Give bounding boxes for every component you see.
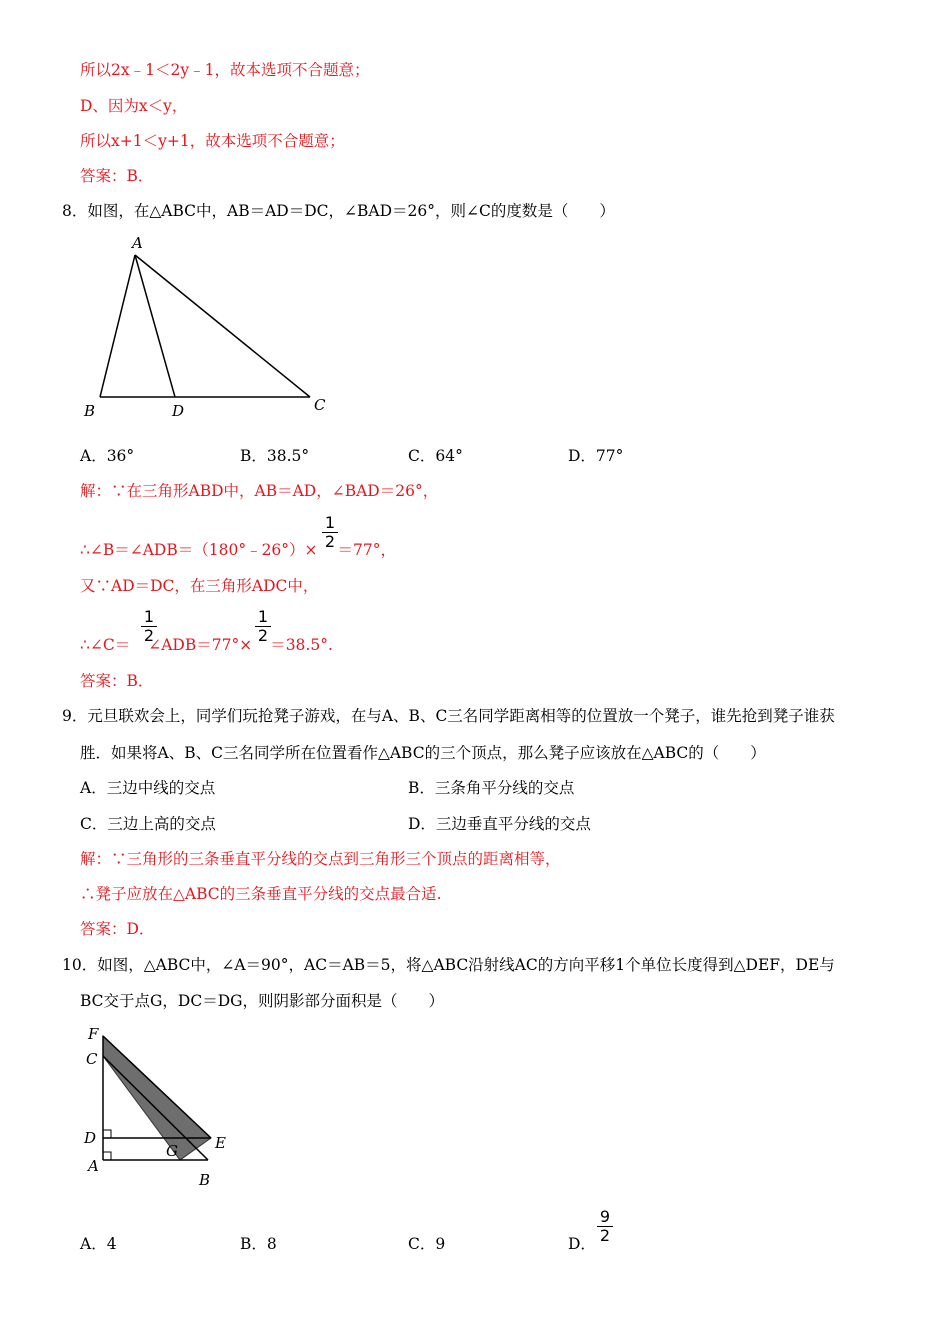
q10-option-b: B．8 bbox=[240, 1235, 277, 1253]
q10-label-g: G bbox=[166, 1142, 178, 1160]
q8-sol2-pre: ∴∠B＝∠ADB＝（180°﹣26°）× bbox=[80, 541, 318, 559]
q9-option-b: B．三条角平分线的交点 bbox=[408, 779, 575, 797]
q8-solution-3: 又∵AD＝DC，在三角形ADC中， bbox=[80, 577, 319, 595]
q8-option-d: D．77° bbox=[568, 447, 624, 465]
q8-sol2-fraction: $\frac{1}{2}$ bbox=[322, 514, 338, 551]
q10-label-c: C bbox=[86, 1050, 98, 1068]
q8-sol2-post: ＝77°， bbox=[337, 541, 397, 559]
q8-figure bbox=[80, 232, 340, 422]
q8-label-c: C bbox=[314, 396, 326, 414]
q8-sol4-fraction-2: $\frac{1}{2}$ bbox=[255, 608, 271, 645]
q8-solution-4: ∴∠C＝ ∠ADB＝77°× ＝38.5°. bbox=[80, 636, 333, 654]
q10-option-c: C．9 bbox=[408, 1235, 446, 1253]
prev-answer: 答案：B． bbox=[80, 167, 154, 185]
q10-label-a: A bbox=[88, 1157, 99, 1175]
q10-option-d-fraction: $\frac{9}{2}$ bbox=[597, 1208, 613, 1245]
q10-stem-line-2: BC交于点G，DC＝DG，则阴影部分面积是（ ） bbox=[80, 992, 445, 1010]
q9-option-a: A．三边中线的交点 bbox=[80, 779, 216, 797]
q9-option-d: D．三边垂直平分线的交点 bbox=[408, 815, 591, 833]
q10-figure bbox=[80, 1022, 250, 1192]
q8-sol4-fraction-1: $\frac{1}{2}$ bbox=[141, 608, 157, 645]
q9-solution-2: ∴凳子应放在△ABC的三条垂直平分线的交点最合适. bbox=[80, 885, 442, 903]
q10-label-e: E bbox=[215, 1134, 226, 1152]
q10-label-d: D bbox=[84, 1129, 97, 1147]
prev-solution-line-2: D、因为x＜y， bbox=[80, 97, 188, 115]
q10-option-a: A．4 bbox=[80, 1235, 117, 1253]
q8-option-c: C．64° bbox=[408, 447, 463, 465]
q8-stem: 8．如图，在△ABC中，AB＝AD＝DC，∠BAD＝26°，则∠C的度数是（ ） bbox=[62, 202, 615, 220]
q9-solution-1: 解：∵三角形的三条垂直平分线的交点到三角形三个顶点的距离相等， bbox=[80, 850, 561, 868]
q10-label-b: B bbox=[199, 1171, 211, 1189]
q8-label-a: A bbox=[132, 234, 143, 252]
q10-stem-line-1: 10．如图，△ABC中，∠A＝90°，AC＝AB＝5，将△ABC沿射线AC的方向平移1个单位长度得到△DEF，DE与 bbox=[62, 956, 835, 974]
q8-label-d: D bbox=[172, 402, 185, 420]
q8-solution-2 bbox=[80, 540, 396, 560]
q9-stem-line-2: 胜．如果将A、B、C三名同学所在位置看作△ABC的三个顶点，那么凳子应该放在△ABC的（ ） bbox=[80, 744, 766, 762]
prev-solution-line-3: 所以x+1＜y+1，故本选项不合题意； bbox=[80, 132, 345, 150]
q10-shaded-region bbox=[103, 1036, 211, 1160]
prev-solution-line-1: 所以2x﹣1＜2y﹣1，故本选项不合题意； bbox=[80, 61, 370, 79]
q9-option-c: C．三边上高的交点 bbox=[80, 815, 216, 833]
q9-answer: 答案：D． bbox=[80, 920, 155, 938]
q8-option-b: B．38.5° bbox=[240, 447, 310, 465]
q8-option-a: A．36° bbox=[80, 447, 135, 465]
q8-label-b: B bbox=[84, 402, 96, 420]
q10-label-f: F bbox=[88, 1025, 99, 1043]
q10-option-d: D． bbox=[568, 1235, 596, 1253]
q8-solution-1: 解：∵在三角形ABD中，AB＝AD，∠BAD＝26°， bbox=[80, 482, 439, 500]
q9-stem-line-1: 9．元旦联欢会上，同学们玩抢凳子游戏，在与A、B、C三名同学距离相等的位置放一个凳子，谁先抢到凳子谁获 bbox=[62, 707, 835, 725]
q8-answer: 答案：B． bbox=[80, 672, 154, 690]
